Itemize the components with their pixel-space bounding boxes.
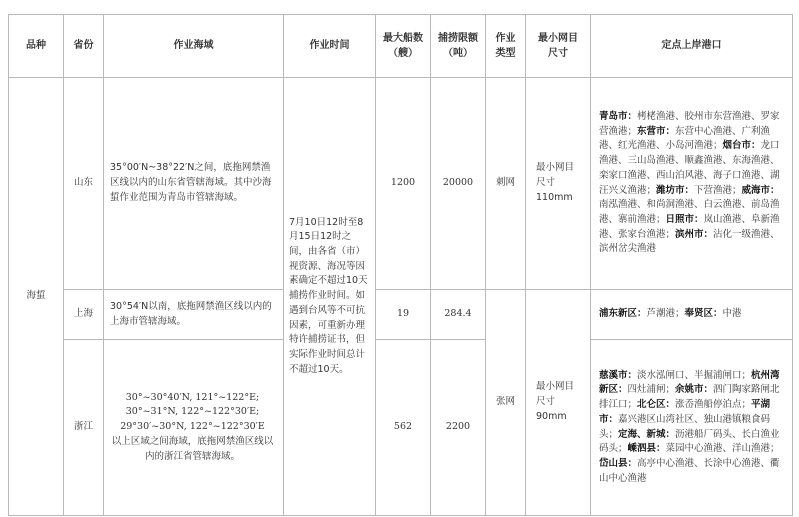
port-entry: 东营市：东营中心渔港、广利渔港、红光渔港、小岛河渔港；	[599, 125, 771, 152]
port-entry: 嵊泗县：菜园中心渔港、洋山渔港；	[627, 443, 780, 455]
header-province: 省份	[64, 15, 104, 78]
sea-area-tail: 以上区域之间海域，底拖网禁渔区线以内的浙江省管辖海域。	[111, 435, 274, 462]
port-entry: 慈溪市：淡水泓闸口、半掘浦闸口；	[599, 369, 752, 381]
max-boats-cell: 1200	[376, 78, 431, 290]
header-species: 品种	[9, 15, 64, 78]
ports-cell	[591, 340, 793, 516]
port-entry: 余姚市：泗门陶家路闸北排江口；	[599, 384, 780, 411]
coord-line: 30°~30°40′N, 121°~122°E;	[125, 391, 260, 403]
table-row	[9, 340, 793, 516]
coord-line: 30°~31°N, 122°~122°30′E;	[125, 406, 260, 418]
port-entry: 平湖市：嘉兴港区山湾社区、独山港镇粮食码头；	[599, 399, 771, 440]
province-cell: 山东	[64, 78, 104, 290]
work-type-cell: 张网	[486, 290, 526, 516]
sea-area-cell: 30°54′N以南，底拖网禁渔区线以内的上海市管辖海域。	[104, 290, 284, 340]
port-entry: 定海、新城：沥港船厂码头、长白渔业码头；	[599, 428, 780, 455]
catch-limit-cell: 284.4	[431, 290, 486, 340]
catch-limit-cell: 20000	[431, 78, 486, 290]
min-mesh-cell: 最小网目尺寸110mm	[526, 78, 591, 290]
port-entry: 浦东新区：芦潮港；	[599, 308, 685, 320]
max-boats-cell: 562	[376, 340, 431, 516]
port-entry: 威海市：南泓渔港、和尚洞渔港、白云渔港、前岛渔港、寨前渔港；	[599, 184, 780, 225]
header-max-boats: 最大船数（艘）	[376, 15, 431, 78]
province-cell: 上海	[64, 290, 104, 340]
sea-area-cell	[104, 340, 284, 516]
header-ports: 定点上岸港口	[591, 15, 793, 78]
header-work-time: 作业时间	[284, 15, 376, 78]
province-cell: 浙江	[64, 340, 104, 516]
port-entry: 烟台市：龙口渔港、三山岛渔港、顺鑫渔港、东海渔港、栾家口渔港、西山泊风港、海子口渔港、湖汪兴义渔港；	[599, 140, 780, 196]
port-entry: 岱山县：高亭中心渔港、长涂中心渔港、衢山中心渔港	[599, 457, 780, 484]
header-sea-area: 作业海域	[104, 15, 284, 78]
species-cell: 海蜇	[9, 78, 64, 516]
header-catch-limit: 捕捞限额（吨）	[431, 15, 486, 78]
catch-limit-cell: 2200	[431, 340, 486, 516]
table-row	[9, 290, 793, 340]
ports-cell	[591, 78, 793, 290]
fishing-quota-table	[8, 14, 793, 516]
work-type-cell: 刺网	[486, 78, 526, 290]
header-work-type: 作业类型	[486, 15, 526, 78]
port-entry: 北仑区：涨岙渔船停泊点；	[637, 399, 752, 411]
ports-cell	[591, 290, 793, 340]
max-boats-cell: 19	[376, 290, 431, 340]
header-row	[9, 15, 793, 78]
work-time-cell: 7月10日12时至8月15日12时之间，由各省（市）视资源、海况等因素确定不超过10天捕捞作业时间。如遇到台风等不可抗因素，可重新办理特许捕捞证书，但实际作业时间总计不超过10天。	[284, 78, 376, 516]
port-entry: 杭州湾新区：四灶浦闸；	[599, 369, 780, 396]
min-mesh-cell: 最小网目尺寸90mm	[526, 290, 591, 516]
sea-area-cell: 35°00′N~38°22′N之间，底拖网禁渔区线以内的山东省管辖海域。其中沙海蜇作业范围为青岛市管辖海域。	[104, 78, 284, 290]
port-entry: 奉贤区：中港	[684, 308, 742, 320]
table-row	[9, 78, 793, 290]
coord-line: 29°30′~30°N, 122°~122°30′E	[120, 421, 265, 433]
port-entry: 日照市：岚山渔港、阜新渔港、张家台渔港；	[599, 213, 780, 240]
port-entry: 青岛市：栲栳渔港、胶州市东营渔港、罗家营渔港；	[599, 110, 780, 137]
port-entry: 滨州市：沾化一级渔港、滨州岔尖渔港	[599, 228, 780, 255]
header-min-mesh: 最小网目尺寸	[526, 15, 591, 78]
port-entry: 潍坊市：下营渔港；	[656, 184, 742, 196]
